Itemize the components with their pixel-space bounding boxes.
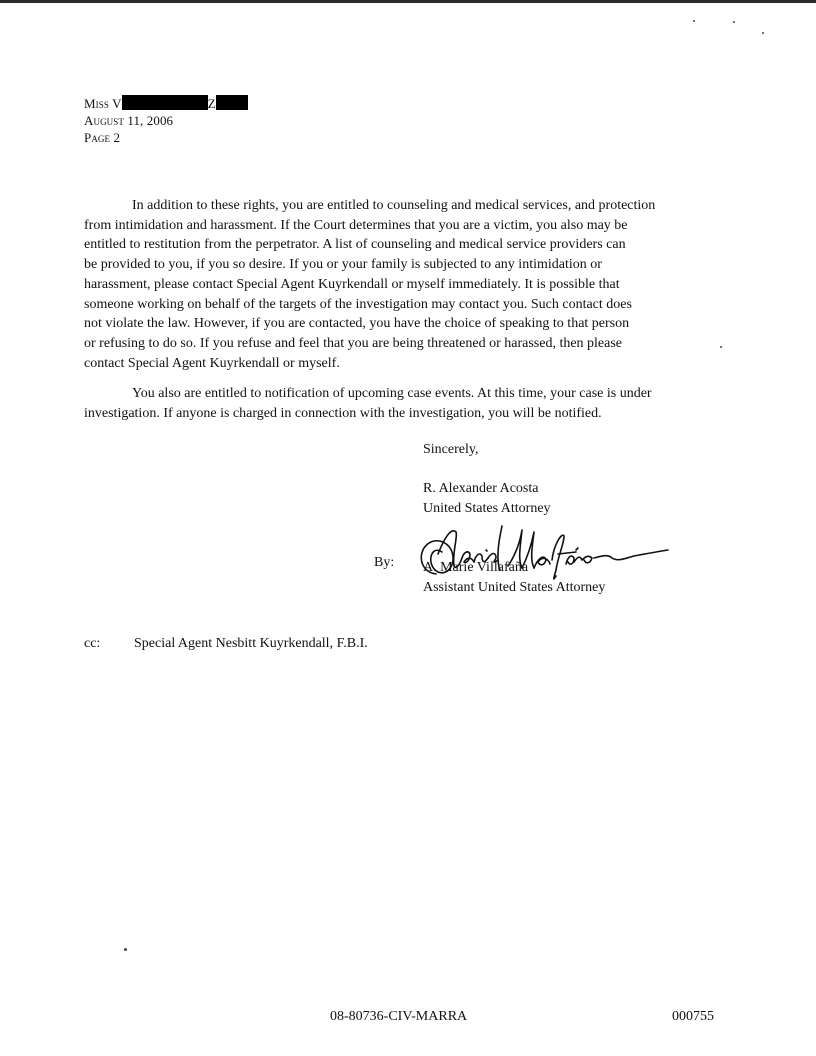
paragraph-notification (84, 384, 712, 423)
page-top-edge (0, 0, 816, 3)
scan-speck (124, 948, 127, 951)
paragraph-line: from intimidation and harassment. If the Court determines that you are a victim, you also may be (84, 217, 628, 233)
paragraph-rights (84, 196, 712, 373)
paragraph-line: not violate the law. However, if you are contacted, you have the choice of speaking to that person (84, 316, 630, 332)
letter-date: August 11, 2006 (84, 113, 174, 128)
bates-number: 000755 (672, 1009, 714, 1024)
salutation-text: Sincerely, (423, 442, 479, 457)
paragraph-line: You also are entitled to notification of upcoming case events. At this time, your case is under (132, 386, 652, 401)
signer-title: Assistant United States Attorney (423, 579, 606, 595)
closing-salutation (423, 440, 478, 460)
attorney-name: R. Alexander Acosta (423, 481, 539, 496)
scan-speck (693, 20, 695, 22)
redaction-bar (216, 95, 248, 110)
attorney-block (423, 479, 551, 518)
attorney-title: United States Attorney (423, 500, 551, 516)
by-text: By: (374, 555, 395, 570)
recipient-prefix: Miss V (84, 96, 122, 111)
paragraph-line: or refusing to do so. If you refuse and feel that you are being threatened or harassed, then please (84, 335, 623, 351)
paragraph-line: In addition to these rights, you are entitled to counseling and medical services, and protection (132, 198, 656, 213)
paragraph-line: be provided to you, if you so desire. If you or your family is subjected to any intimidation or (84, 257, 602, 273)
page-number: Page 2 (84, 130, 121, 145)
paragraph-line: investigation. If anyone is charged in connection with the investigation, you will be notified. (84, 405, 602, 421)
paragraph-line: entitled to restitution from the perpetrator. A list of counseling and medical service providers can (84, 237, 626, 253)
redaction-bar (122, 95, 208, 110)
signer-name: A. Marie Villafaña (423, 560, 529, 575)
paragraph-line: someone working on behalf of the targets of the investigation may contact you. Such contact does (84, 296, 632, 312)
cc-label: cc: (84, 636, 101, 651)
scan-speck (733, 21, 735, 23)
by-label (374, 555, 394, 571)
signer-block (423, 558, 605, 597)
scan-speck (762, 32, 764, 34)
recipient-mid: Z (207, 96, 216, 111)
paragraph-line: contact Special Agent Kuyrkendall or myself. (84, 355, 340, 371)
paragraph-line: harassment, please contact Special Agent Kuyrkendall or myself immediately. It is possible that (84, 276, 620, 292)
recipient-line (84, 95, 248, 112)
cc-recipient: Special Agent Nesbitt Kuyrkendall, F.B.I. (134, 636, 368, 651)
letter-header (84, 95, 248, 146)
scan-speck (720, 346, 722, 348)
case-number: 08-80736-CIV-MARRA (330, 1009, 468, 1024)
